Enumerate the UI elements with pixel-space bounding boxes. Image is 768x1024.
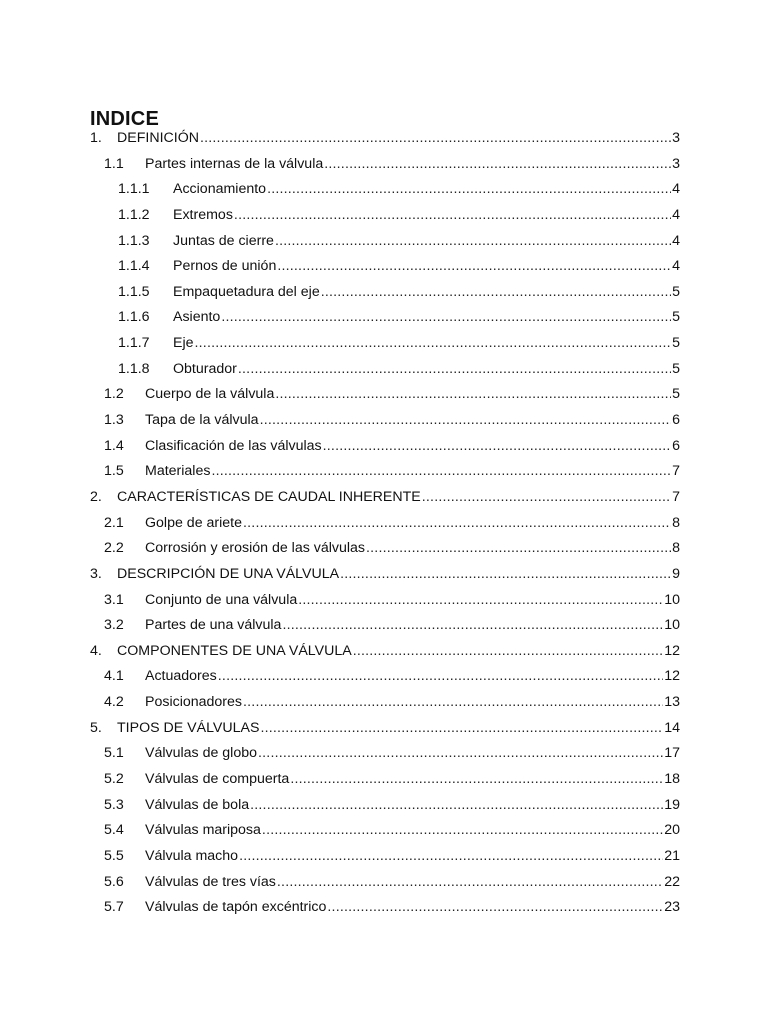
toc-entry-page: 6 (672, 412, 680, 429)
toc-entry-title: COMPONENTES DE UNA VÁLVULA (117, 642, 352, 659)
toc-entry-number: 1.1.7 (118, 335, 150, 352)
page-title: INDICE (90, 108, 159, 130)
toc-entry-number: 1.2 (104, 386, 124, 403)
toc-entry-number: 1.1.8 (118, 360, 150, 377)
toc-entry-title: Tapa de la válvula (145, 412, 259, 429)
toc-entry-number: 5.6 (104, 873, 124, 890)
toc-entry-number: 1.3 (104, 412, 124, 429)
toc-entry-title: Posicionadores (145, 694, 243, 711)
toc-entry-page: 5 (672, 335, 680, 352)
toc-entry-title: Golpe de ariete (145, 514, 243, 531)
toc-entry-title: DESCRIPCIÓN DE UNA VÁLVULA (117, 565, 340, 582)
toc-entry[interactable] (90, 848, 680, 874)
toc-entry[interactable] (90, 156, 680, 182)
toc-dot-leader (267, 181, 671, 197)
toc-entry[interactable] (90, 130, 680, 156)
toc-entry[interactable] (90, 592, 680, 618)
toc-entry-number: 1. (90, 130, 102, 146)
toc-dot-leader (275, 233, 671, 249)
toc-entry-number: 3.2 (104, 617, 124, 634)
toc-entry-page: 5 (672, 309, 680, 326)
toc-dot-leader (275, 386, 671, 402)
toc-entry-title: Válvula macho (145, 847, 239, 864)
toc-entry-title: Materiales (145, 463, 211, 480)
toc-entry[interactable] (90, 284, 680, 310)
toc-entry[interactable] (90, 797, 680, 823)
toc-entry-page: 7 (672, 463, 680, 480)
toc-dot-leader (366, 540, 671, 556)
toc-entry-title: Válvulas mariposa (145, 822, 261, 839)
toc-entry-title: Accionamiento (173, 181, 267, 198)
toc-entry-page: 17 (664, 745, 680, 762)
toc-entry[interactable] (90, 874, 680, 900)
toc-entry-number: 1.4 (104, 437, 124, 454)
toc-entry-page: 4 (672, 258, 680, 275)
toc-entry-title: Válvulas de tapón excéntrico (145, 899, 327, 916)
toc-dot-leader (258, 745, 663, 761)
toc-entry-page: 8 (672, 540, 680, 557)
toc-entry[interactable] (90, 412, 680, 438)
toc-entry-title: Válvulas de tres vías (145, 873, 276, 890)
toc-entry-number: 1.1 (104, 155, 124, 172)
toc-entry-title: Actuadores (145, 668, 217, 685)
toc-entry[interactable] (90, 386, 680, 412)
toc-entry[interactable] (90, 489, 680, 515)
toc-entry[interactable] (90, 361, 680, 387)
toc-entry-page: 8 (672, 514, 680, 531)
toc-entry-page: 5 (672, 360, 680, 377)
toc-entry-page: 7 (672, 488, 680, 505)
toc-dot-leader (250, 797, 663, 813)
toc-entry-title: Partes internas de la válvula (145, 155, 324, 172)
toc-entry-page: 12 (664, 642, 680, 659)
toc-entry[interactable] (90, 335, 680, 361)
toc-entry-page: 4 (672, 206, 680, 223)
toc-entry-title: Asiento (173, 309, 221, 326)
toc-entry-page: 5 (672, 386, 680, 403)
toc-entry-number: 5.3 (104, 796, 124, 813)
toc-entry[interactable] (90, 617, 680, 643)
toc-entry-page: 21 (664, 847, 680, 864)
toc-entry-title: Obturador (173, 360, 237, 377)
toc-dot-leader (298, 592, 663, 608)
toc-dot-leader (200, 130, 671, 146)
toc-entry-number: 3.1 (104, 591, 124, 608)
toc-entry-number: 2.2 (104, 540, 124, 557)
toc-entry-number: 5.1 (104, 745, 124, 762)
toc-entry-page: 10 (664, 617, 680, 634)
toc-dot-leader (239, 848, 663, 864)
toc-entry-number: 1.1.5 (118, 283, 150, 300)
toc-dot-leader (238, 361, 671, 377)
toc-entry-page: 22 (664, 873, 680, 890)
toc-entry-number: 1.1.1 (118, 181, 150, 198)
toc-entry[interactable] (90, 694, 680, 720)
toc-entry[interactable] (90, 309, 680, 335)
toc-entry-number: 5. (90, 719, 102, 736)
toc-entry-title: Válvulas de compuerta (145, 771, 290, 788)
toc-dot-leader (324, 156, 671, 172)
toc-entry[interactable] (90, 181, 680, 207)
toc-entry-number: 5.4 (104, 822, 124, 839)
toc-entry-title: Extremos (173, 206, 233, 223)
toc-entry-number: 1.1.3 (118, 232, 150, 249)
toc-entry-number: 5.7 (104, 899, 124, 916)
toc-dot-leader (211, 463, 671, 479)
toc-entry-number: 5.2 (104, 771, 124, 788)
toc-entry[interactable] (90, 720, 680, 746)
toc-entry[interactable] (90, 745, 680, 771)
toc-entry-number: 1.5 (104, 463, 124, 480)
toc-entry-page: 13 (664, 694, 680, 711)
toc-dot-leader (327, 899, 663, 915)
toc-dot-leader (321, 284, 671, 300)
toc-entry-page: 20 (664, 822, 680, 839)
toc-entry-number: 4. (90, 642, 102, 659)
toc-dot-leader (422, 489, 671, 505)
toc-entry-title: Pernos de unión (173, 258, 277, 275)
toc-dot-leader (218, 668, 663, 684)
toc-entry-number: 5.5 (104, 847, 124, 864)
toc-entry-number: 2.1 (104, 514, 124, 531)
toc-entry-title: TIPOS DE VÁLVULAS (117, 719, 260, 736)
toc-entry-page: 4 (672, 181, 680, 198)
toc-entry-title: Cuerpo de la válvula (145, 386, 275, 403)
toc-entry[interactable] (90, 771, 680, 797)
toc-dot-leader (353, 643, 664, 659)
toc-entry-number: 4.2 (104, 694, 124, 711)
toc-entry[interactable] (90, 566, 680, 592)
toc-entry-title: Clasificación de las válvulas (145, 437, 322, 454)
toc-entry-page: 14 (664, 719, 680, 736)
toc-dot-leader (282, 617, 663, 633)
toc-entry-number: 2. (90, 488, 102, 505)
toc-entry[interactable] (90, 463, 680, 489)
toc-dot-leader (195, 335, 672, 351)
toc-dot-leader (290, 771, 663, 787)
toc-entry[interactable] (90, 233, 680, 259)
toc-dot-leader (243, 515, 671, 531)
toc-dot-leader (260, 412, 672, 428)
toc-entry-page: 9 (672, 565, 680, 582)
toc-entry[interactable] (90, 515, 680, 541)
toc-entry-title: Conjunto de una válvula (145, 591, 298, 608)
toc-entry[interactable] (90, 899, 680, 925)
toc-dot-leader (262, 822, 663, 838)
toc-entry-title: Empaquetadura del eje (173, 283, 320, 300)
toc-entry-title: Válvulas de bola (145, 796, 250, 813)
toc-dot-leader (277, 258, 671, 274)
toc-entry-page: 5 (672, 283, 680, 300)
toc-entry-number: 3. (90, 565, 102, 582)
toc-dot-leader (234, 207, 671, 223)
toc-entry-page: 3 (672, 155, 680, 172)
toc-entry[interactable] (90, 643, 680, 669)
table-of-contents (90, 130, 680, 925)
toc-dot-leader (221, 309, 671, 325)
toc-entry-page: 12 (664, 668, 680, 685)
toc-entry-title: Válvulas de globo (145, 745, 258, 762)
toc-dot-leader (243, 694, 663, 710)
toc-entry-page: 3 (672, 130, 680, 146)
toc-entry-page: 4 (672, 232, 680, 249)
toc-entry-page: 19 (664, 796, 680, 813)
toc-entry-page: 6 (672, 437, 680, 454)
toc-entry[interactable] (90, 207, 680, 233)
toc-entry[interactable] (90, 258, 680, 284)
toc-dot-leader (277, 874, 663, 890)
toc-entry[interactable] (90, 668, 680, 694)
toc-entry-title: Eje (173, 335, 194, 352)
toc-entry-title: Corrosión y erosión de las válvulas (145, 540, 366, 557)
toc-entry-title: Juntas de cierre (173, 232, 274, 249)
toc-dot-leader (340, 566, 671, 582)
toc-entry[interactable] (90, 822, 680, 848)
toc-dot-leader (323, 438, 671, 454)
toc-entry-number: 1.1.6 (118, 309, 150, 326)
toc-entry-number: 1.1.4 (118, 258, 150, 275)
toc-entry-number: 1.1.2 (118, 206, 150, 223)
toc-entry-page: 23 (664, 899, 680, 916)
toc-entry[interactable] (90, 438, 680, 464)
toc-entry[interactable] (90, 540, 680, 566)
toc-dot-leader (260, 720, 663, 736)
toc-entry-page: 10 (664, 591, 680, 608)
toc-entry-number: 4.1 (104, 668, 124, 685)
toc-entry-page: 18 (664, 771, 680, 788)
toc-entry-title: Partes de una válvula (145, 617, 282, 634)
toc-entry-title: CARACTERÍSTICAS DE CAUDAL INHERENTE (117, 488, 421, 505)
toc-entry-title: DEFINICIÓN (117, 130, 199, 146)
